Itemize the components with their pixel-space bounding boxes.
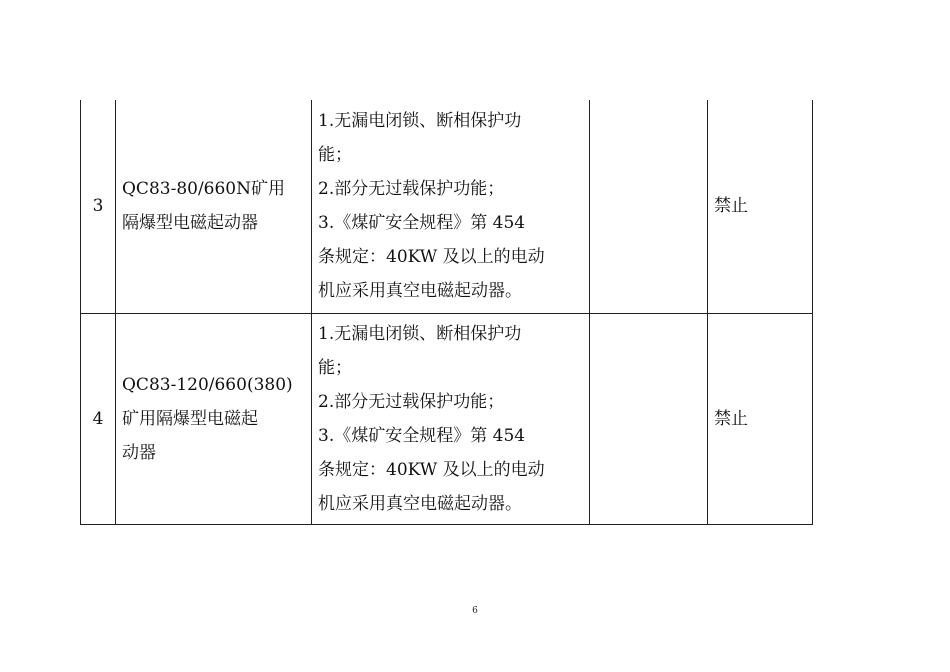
reason-line: 能；	[318, 145, 352, 166]
equipment-table	[80, 100, 813, 525]
equipment-name-line: 隔爆型电磁起动器	[122, 213, 258, 234]
row-number: 4	[81, 313, 116, 524]
status-cell: 禁止	[708, 313, 813, 524]
reason-line: 机应采用真空电磁起动器。	[318, 493, 522, 514]
empty-cell	[590, 100, 708, 313]
equipment-name-line: 动器	[122, 442, 156, 463]
reason-line: 3.《煤矿安全规程》第 454	[318, 425, 526, 446]
reason-cell	[312, 100, 590, 313]
reason-cell	[312, 313, 590, 524]
table-row	[81, 313, 813, 524]
reason-line: 3.《煤矿安全规程》第 454	[318, 213, 526, 234]
equipment-name-line: QC83-120/660(380)	[122, 374, 293, 395]
page-number: 6	[472, 606, 478, 616]
empty-cell	[590, 313, 708, 524]
reason-line: 2.部分无过载保护功能；	[318, 391, 505, 412]
row-number: 3	[81, 100, 116, 313]
reason-line: 机应采用真空电磁起动器。	[318, 281, 522, 302]
equipment-name-cell	[116, 100, 312, 313]
reason-line: 1.无漏电闭锁、断相保护功	[318, 323, 522, 344]
reason-line: 条规定：40KW 及以上的电动	[318, 247, 545, 268]
reason-line: 2.部分无过载保护功能；	[318, 179, 505, 200]
equipment-name-cell	[116, 313, 312, 524]
reason-line: 能；	[318, 357, 352, 378]
status-cell: 禁止	[708, 100, 813, 313]
table-row	[81, 100, 813, 313]
reason-line: 1.无漏电闭锁、断相保护功	[318, 111, 522, 132]
equipment-name-line: QC83-80/660N矿用	[122, 179, 286, 200]
equipment-name-line: 矿用隔爆型电磁起	[122, 408, 258, 429]
reason-line: 条规定：40KW 及以上的电动	[318, 459, 545, 480]
